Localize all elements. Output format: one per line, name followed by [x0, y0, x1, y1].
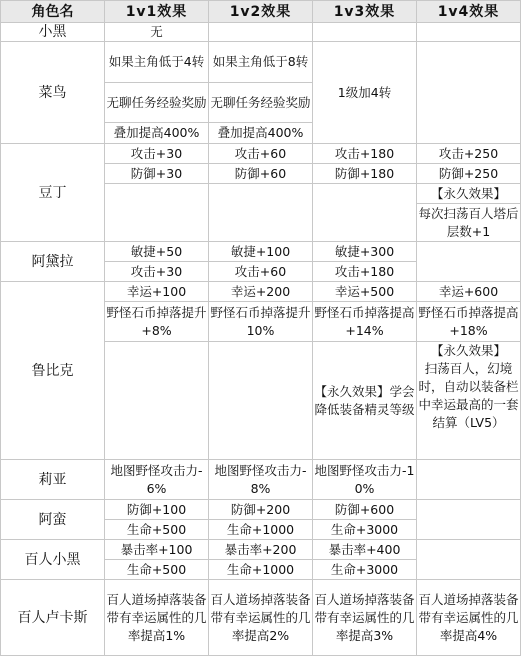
header-role-name: 角色名	[1, 1, 105, 23]
effect-bairenxiaohei-1v2-crit: 暴击率+200	[209, 540, 313, 560]
effect-douding-1v1-empty	[105, 184, 209, 242]
effect-aman-1v3-defense: 防御+600	[313, 500, 417, 520]
effect-douding-1v4-permanent-text: 每次扫荡百人塔后层数+1	[417, 204, 521, 242]
effect-lubike-1v4-permanent-title: 【永久效果】	[430, 343, 506, 358]
table-row	[1, 580, 521, 656]
effect-cainiao-1v4	[417, 42, 521, 144]
effect-lubike-1v2-drop: 野怪石币掉落提升10%	[209, 302, 313, 342]
effect-aman-1v1-hp: 生命+500	[105, 520, 209, 540]
effect-xiaohei-1v2	[209, 23, 313, 42]
role-name-lubike: 鲁比克	[1, 282, 105, 460]
table-row	[1, 42, 521, 83]
effect-douding-1v3-attack: 攻击+180	[313, 144, 417, 164]
effect-lubike-1v4-permanent-text: 扫荡百人，幻境时，自动以装备栏中幸运最高的一套结算（LV5）	[418, 361, 519, 430]
header-1v1: 1v1效果	[105, 1, 209, 23]
effect-bairenlukasi-1v3: 百人道场掉落装备带有幸运属性的几率提高3%	[313, 580, 417, 656]
header-1v2: 1v2效果	[209, 1, 313, 23]
effect-adaila-1v1-agility: 敏捷+50	[105, 242, 209, 262]
effect-xiaohei-1v4	[417, 23, 521, 42]
effect-cainiao-1v3: 1级加4转	[313, 42, 417, 144]
effect-lubike-1v2-empty	[209, 342, 313, 460]
effect-adaila-1v1-attack: 攻击+30	[105, 262, 209, 282]
effect-bairenxiaohei-1v3-crit: 暴击率+400	[313, 540, 417, 560]
effect-douding-1v4-defense: 防御+250	[417, 164, 521, 184]
effect-douding-1v3-empty	[313, 184, 417, 242]
effect-aman-1v4	[417, 500, 521, 540]
effect-cainiao-1v2-condition: 如果主角低于8转	[209, 42, 313, 83]
table-row	[1, 500, 521, 520]
role-name-adaila: 阿黛拉	[1, 242, 105, 282]
header-1v4: 1v4效果	[417, 1, 521, 23]
effect-adaila-1v2-attack: 攻击+60	[209, 262, 313, 282]
effect-xiaohei-1v3	[313, 23, 417, 42]
effect-lubike-1v1-luck: 幸运+100	[105, 282, 209, 302]
effect-lubike-1v4-permanent	[417, 342, 521, 460]
effect-lubike-1v4-drop: 野怪石币掉落提高+18%	[417, 302, 521, 342]
table-row	[1, 460, 521, 500]
effect-bairenlukasi-1v1: 百人道场掉落装备带有幸运属性的几率提高1%	[105, 580, 209, 656]
table-row	[1, 242, 521, 262]
table-row	[1, 282, 521, 302]
effect-aman-1v2-hp: 生命+1000	[209, 520, 313, 540]
effect-cainiao-1v1-bonus: 叠加提高400%	[105, 123, 209, 144]
effect-cainiao-1v1-task: 无聊任务经验奖励	[105, 83, 209, 123]
effect-aman-1v3-hp: 生命+3000	[313, 520, 417, 540]
effect-cainiao-1v1-condition: 如果主角低于4转	[105, 42, 209, 83]
table-row	[1, 23, 521, 42]
effect-lubike-1v2-luck: 幸运+200	[209, 282, 313, 302]
effect-liya-1v3: 地图野怪攻击力-10%	[313, 460, 417, 500]
effect-douding-1v4-attack: 攻击+250	[417, 144, 521, 164]
effect-douding-1v2-empty	[209, 184, 313, 242]
effect-lubike-1v1-empty	[105, 342, 209, 460]
role-name-xiaohei: 小黑	[1, 23, 105, 42]
effect-xiaohei-1v1: 无	[105, 23, 209, 42]
effect-aman-1v1-defense: 防御+100	[105, 500, 209, 520]
role-name-liya: 莉亚	[1, 460, 105, 500]
effect-aman-1v2-defense: 防御+200	[209, 500, 313, 520]
effect-cainiao-1v2-task: 无聊任务经验奖励	[209, 83, 313, 123]
effect-lubike-1v4-luck: 幸运+600	[417, 282, 521, 302]
effect-adaila-1v3-agility: 敏捷+300	[313, 242, 417, 262]
effect-bairenlukasi-1v2: 百人道场掉落装备带有幸运属性的几率提高2%	[209, 580, 313, 656]
role-name-cainiao: 菜鸟	[1, 42, 105, 144]
effect-lubike-1v3-luck: 幸运+500	[313, 282, 417, 302]
role-name-douding: 豆丁	[1, 144, 105, 242]
effect-bairenxiaohei-1v3-hp: 生命+3000	[313, 560, 417, 580]
effect-douding-1v1-defense: 防御+30	[105, 164, 209, 184]
effect-liya-1v1: 地图野怪攻击力-6%	[105, 460, 209, 500]
effect-cainiao-1v2-bonus: 叠加提高400%	[209, 123, 313, 144]
effect-lubike-1v1-drop: 野怪石币掉落提升+8%	[105, 302, 209, 342]
effect-douding-1v2-attack: 攻击+60	[209, 144, 313, 164]
effect-douding-1v1-attack: 攻击+30	[105, 144, 209, 164]
effect-liya-1v2: 地图野怪攻击力-8%	[209, 460, 313, 500]
effect-liya-1v4	[417, 460, 521, 500]
effect-adaila-1v2-agility: 敏捷+100	[209, 242, 313, 262]
effect-adaila-1v3-attack: 攻击+180	[313, 262, 417, 282]
role-name-bairenlukasi: 百人卢卡斯	[1, 580, 105, 656]
role-name-bairenxiaohei: 百人小黑	[1, 540, 105, 580]
effect-adaila-1v4	[417, 242, 521, 282]
effect-lubike-1v3-permanent: 【永久效果】学会降低装备精灵等级	[313, 342, 417, 460]
effect-lubike-1v3-drop: 野怪石币掉落提高+14%	[313, 302, 417, 342]
effect-bairenlukasi-1v4: 百人道场掉落装备带有幸运属性的几率提高4%	[417, 580, 521, 656]
header-row	[1, 1, 521, 23]
effect-bairenxiaohei-1v2-hp: 生命+1000	[209, 560, 313, 580]
table-row	[1, 144, 521, 164]
effect-douding-1v4-permanent-title: 【永久效果】	[417, 184, 521, 204]
effect-douding-1v2-defense: 防御+60	[209, 164, 313, 184]
effect-bairenxiaohei-1v1-hp: 生命+500	[105, 560, 209, 580]
effect-douding-1v3-defense: 防御+180	[313, 164, 417, 184]
table-row	[1, 540, 521, 560]
effect-bairenxiaohei-1v4	[417, 540, 521, 580]
header-1v3: 1v3效果	[313, 1, 417, 23]
effect-bairenxiaohei-1v1-crit: 暴击率+100	[105, 540, 209, 560]
role-name-aman: 阿蛮	[1, 500, 105, 540]
